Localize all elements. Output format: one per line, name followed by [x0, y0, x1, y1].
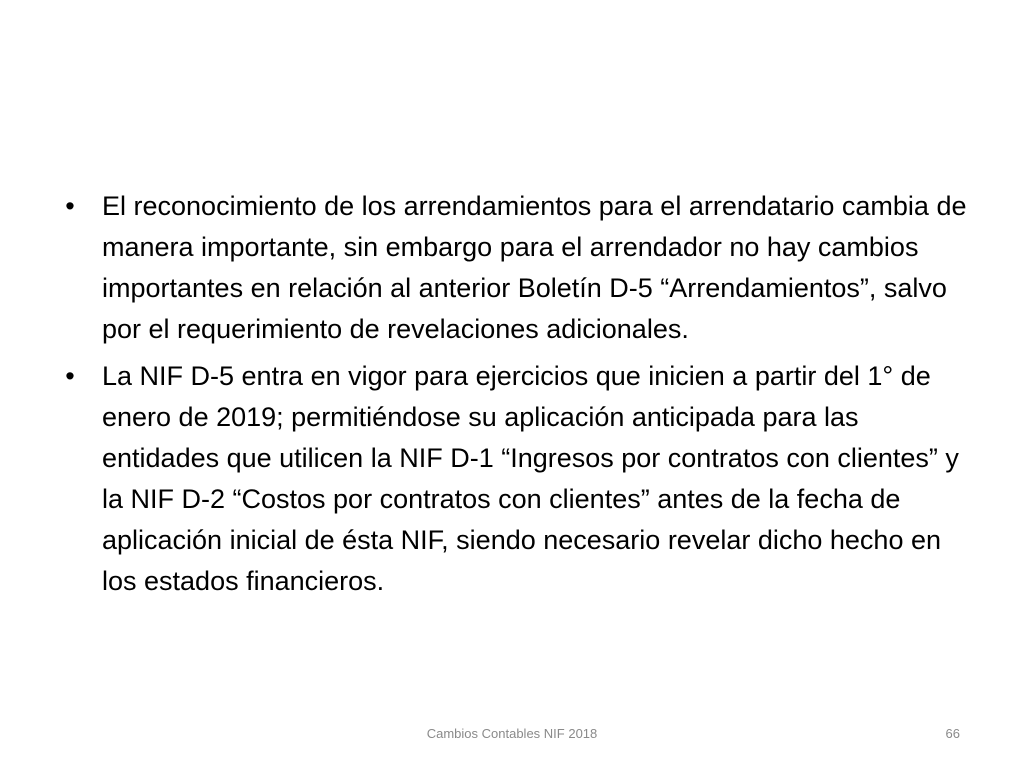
page-number: 66 — [945, 726, 960, 741]
bullet-item — [60, 356, 980, 602]
bullet-item — [60, 186, 980, 350]
bullet-text: La NIF D-5 entra en vigor para ejercicios que inicien a partir del 1° de enero de 2019; permitiéndose su aplicación anticipada para las entidades que utilicen la NIF D-1 “Ingresos por contratos con clientes” y la NIF D-2 “Costos por contratos con clientes” antes de la fecha de aplicación inicial de ésta NIF, siendo necesario revelar dicho hecho en los estados financieros. — [102, 361, 959, 596]
footer-text: Cambios Contables NIF 2018 — [426, 726, 598, 741]
slide-body — [60, 186, 980, 608]
bullet-dot-icon: • — [65, 191, 75, 221]
bullet-text: El reconocimiento de los arrendamientos para el arrendatario cambia de manera importante, sin embargo para el arrendador no hay cambios importantes en relación al anterior Boletín D-5 “Arrendamientos”, salvo por el requerimiento de revelaciones adicionales. — [102, 191, 967, 344]
bullet-dot-icon: • — [65, 361, 75, 391]
